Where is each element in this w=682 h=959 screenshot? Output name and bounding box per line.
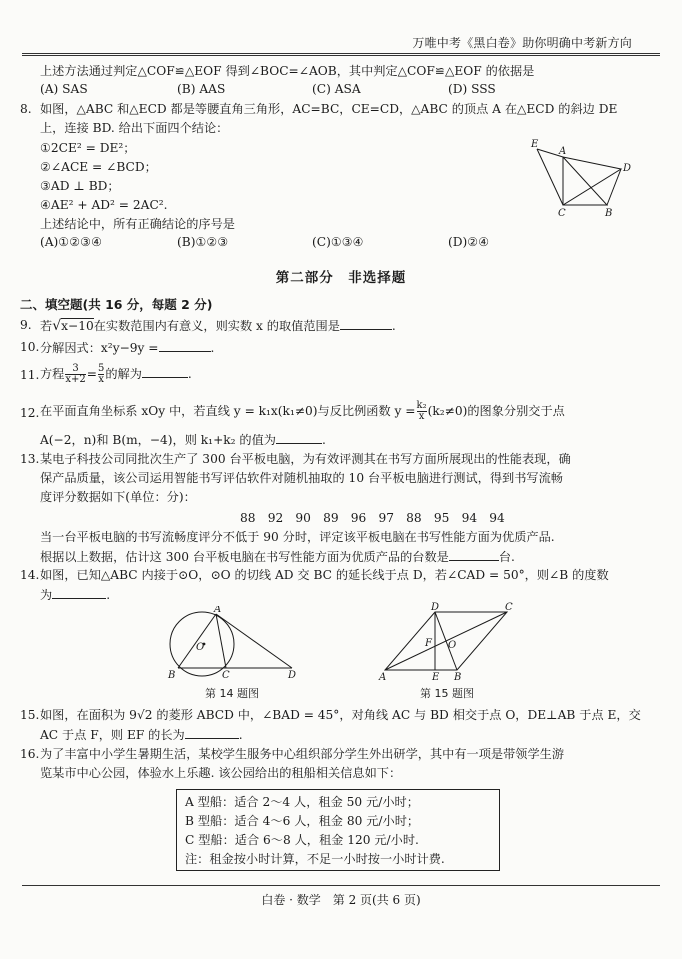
q8-triangle-abc (563, 157, 607, 205)
q11-text (40, 360, 192, 388)
q11-f1-den: x+2 (65, 374, 86, 385)
q13-data-row: 88 92 90 89 96 97 88 95 94 94 (240, 511, 505, 525)
q8-number: 8. (20, 102, 32, 116)
q15-figure (375, 602, 525, 682)
q15-label-c: C (505, 602, 513, 613)
q7-option-d: (D) SSS (448, 82, 496, 96)
q12-line1-b: (k₂≠0)的图象分别交于点 (427, 404, 565, 418)
q8-conclusion-1: ①2CE² = DE²； (40, 141, 136, 155)
page-footer: 白卷 · 数学 第 2 页(共 6 页) (261, 893, 421, 907)
header-divider-2 (22, 55, 660, 56)
q8-label-d: D (623, 163, 632, 174)
q14-segment-ab (178, 614, 216, 668)
rental-row-b: B 型船：适合 4～6 人，租金 80 元/小时； (185, 814, 420, 828)
q14-label-o: O (196, 642, 205, 653)
q10-end: . (210, 341, 215, 355)
q14-line2-text: 为 (40, 588, 53, 602)
q8-segment-bd (607, 169, 621, 205)
q12-number: 12. (20, 406, 40, 420)
part-two-title: 第二部分 非选择题 (275, 270, 407, 286)
q8-option-c: (C)①③④ (312, 235, 364, 249)
q13-answer-blank[interactable] (449, 548, 499, 561)
q9-pre: 若 (40, 319, 53, 333)
q8-label-c: C (558, 208, 566, 219)
q12-frac-num: k₂ (416, 400, 427, 411)
q12-line1-a: 在平面直角坐标系 xOy 中，若直线 y = k₁x(k₁≠0)与反比例函数 y = (40, 404, 416, 418)
q13-line5 (40, 548, 515, 565)
rental-row-a: A 型船：适合 2～4 人，租金 50 元/小时； (185, 795, 419, 809)
q11-f2-den: x (98, 374, 104, 385)
q16-line1: 为了丰富中小学生暑期生活，某校学生服务中心组织部分学生外出研学，其中有一项是带领学生游 (40, 747, 565, 761)
boat-rental-info-box (176, 789, 500, 871)
q12-line2 (40, 431, 326, 448)
q7-option-a: (A) SAS (40, 82, 88, 96)
q15-caption: 第 15 题图 (420, 687, 474, 700)
header-divider (22, 53, 660, 54)
q11-post: 的解为 (105, 367, 142, 381)
q8-figure (525, 137, 635, 219)
q8-label-a: A (559, 146, 567, 157)
q8-conclusion-4: ④AE² + AD² = 2AC². (40, 198, 168, 212)
q15-label-e: E (432, 672, 440, 682)
q11-number: 11. (20, 368, 40, 382)
q15-label-f: F (425, 638, 432, 649)
q9-end: . (391, 319, 396, 333)
q9-number: 9. (20, 318, 32, 332)
rental-row-c: C 型船：适合 6～8 人，租金 120 元/小时. (185, 833, 419, 847)
q15-line1: 如图，在面积为 9√2 的菱形 ABCD 中，∠BAD = 45°，对角线 AC 与 BD 相交于点 O，DE⊥AB 于点 E，交 (40, 708, 641, 722)
q15-line2-text: AC 于点 F，则 EF 的长为 (40, 728, 185, 742)
q9-text (40, 317, 396, 334)
header-slogan: 万唯中考《黑白卷》助你明确中考新方向 (412, 36, 632, 50)
q7-option-b: (B) AAS (177, 82, 226, 96)
q14-label-b: B (168, 670, 176, 681)
q11-fraction-left (65, 364, 85, 385)
q14-label-d: D (288, 670, 297, 681)
q14-label-c: C (222, 670, 230, 681)
q11-eq: = (86, 367, 97, 381)
q12-answer-blank[interactable] (276, 431, 322, 444)
q10-text (40, 339, 214, 356)
q9-post: 在实数范围内有意义，则实数 x 的取值范围是 (93, 319, 340, 333)
q10-stem: 分解因式：x²y−9y = (40, 341, 159, 355)
q14-segment-ac (216, 614, 226, 668)
q13-line3: 度评分数据如下(单位：分)： (40, 490, 196, 504)
q15-label-a: A (379, 672, 387, 682)
q13-end: 台. (498, 550, 515, 564)
q15-line2 (40, 726, 243, 743)
q11-fraction-right (98, 364, 104, 385)
q14-answer-blank[interactable] (52, 586, 106, 599)
q11-pre: 方程 (40, 367, 65, 381)
q12-line1 (40, 397, 565, 425)
q8-stem-line2: 上，连接 BD. 给出下面四个结论： (40, 121, 229, 135)
q9-sqrt: √x−10 (52, 318, 94, 334)
q12-fraction (417, 401, 427, 422)
q13-line1: 某电子科技公司同批次生产了 300 台平板电脑，为有效评测其在书写方面所展现出的性能表现，确 (40, 452, 571, 466)
q14-tangent-ad (216, 614, 292, 668)
q11-end: . (187, 367, 192, 381)
q14-number: 14. (20, 568, 40, 582)
q16-line2: 览某市中心公园，体验水上乐趣. 该公园给出的租船相关信息如下： (40, 766, 402, 780)
q10-number: 10. (20, 340, 40, 354)
q14-line2 (40, 586, 110, 603)
q12-frac-den: x (417, 411, 427, 422)
q8-option-b: (B)①②③ (177, 235, 229, 249)
q13-line4: 当一台平板电脑的书写流畅度评分不低于 90 分时，评定该平板电脑在书写性能方面为优质产品. (40, 530, 555, 544)
q8-question: 上述结论中，所有正确结论的序号是 (40, 217, 235, 231)
q8-triangle-ecd (537, 149, 621, 205)
q10-answer-blank[interactable] (159, 339, 211, 352)
q8-conclusion-2: ②∠ACE = ∠BCD； (40, 160, 157, 174)
q14-end: . (106, 588, 111, 602)
q13-line2: 保产品质量，该公司运用智能书写评估软件对随机抽取的 10 台平板电脑进行测试，得到书写流畅 (40, 471, 563, 485)
q15-end: . (238, 728, 243, 742)
q8-label-e: E (531, 139, 539, 150)
q7-option-c: (C) ASA (312, 82, 361, 96)
q16-number: 16. (20, 747, 40, 761)
q14-figure (160, 606, 310, 682)
q11-answer-blank[interactable] (142, 365, 188, 378)
footer-divider (22, 885, 660, 886)
q8-label-b: B (605, 208, 613, 219)
fill-in-section-title: 二、填空题(共 16 分，每题 2 分) (20, 297, 213, 312)
q15-number: 15. (20, 708, 40, 722)
q9-radicand: x−10 (61, 319, 94, 333)
q14-label-a: A (214, 606, 222, 615)
q11-f1-num: 3 (72, 363, 79, 374)
q8-option-d: (D)②④ (448, 235, 490, 249)
q13-number: 13. (20, 452, 40, 466)
q14-line1: 如图，已知△ABC 内接于⊙O，⊙O 的切线 AD 交 BC 的延长线于点 D，若∠CAD = 50°，则∠B 的度数 (40, 568, 609, 582)
q11-f2-num: 5 (97, 363, 105, 374)
q14-caption: 第 14 题图 (205, 687, 259, 700)
q8-option-a: (A)①②③④ (40, 235, 103, 249)
q13-line5-text: 根据以上数据，估计这 300 台平板电脑在书写性能方面为优质产品的台数是 (40, 550, 449, 564)
q7-tail-text: 上述方法通过判定△COF≌△EOF 得到∠BOC=∠AOB，其中判定△COF≌△EOF 的依据是 (40, 64, 535, 78)
q15-label-o: O (448, 640, 457, 651)
q8-stem-line1: 如图，△ABC 和△ECD 都是等腰直角三角形，AC=BC，CE=CD，△ABC 的顶点 A 在△ECD 的斜边 DE (40, 102, 618, 116)
q12-end: . (322, 433, 326, 447)
q8-conclusion-3: ③AD ⊥ BD； (40, 179, 120, 193)
q15-label-b: B (454, 672, 462, 682)
rental-note: 注：租金按小时计算，不足一小时按一小时计费. (185, 852, 445, 866)
q12-line2-text: A(−2，n)和 B(m，−4)，则 k₁+k₂ 的值为 (40, 433, 276, 447)
q15-answer-blank[interactable] (185, 726, 239, 739)
q15-label-d: D (431, 602, 440, 613)
q9-answer-blank[interactable] (340, 317, 392, 330)
